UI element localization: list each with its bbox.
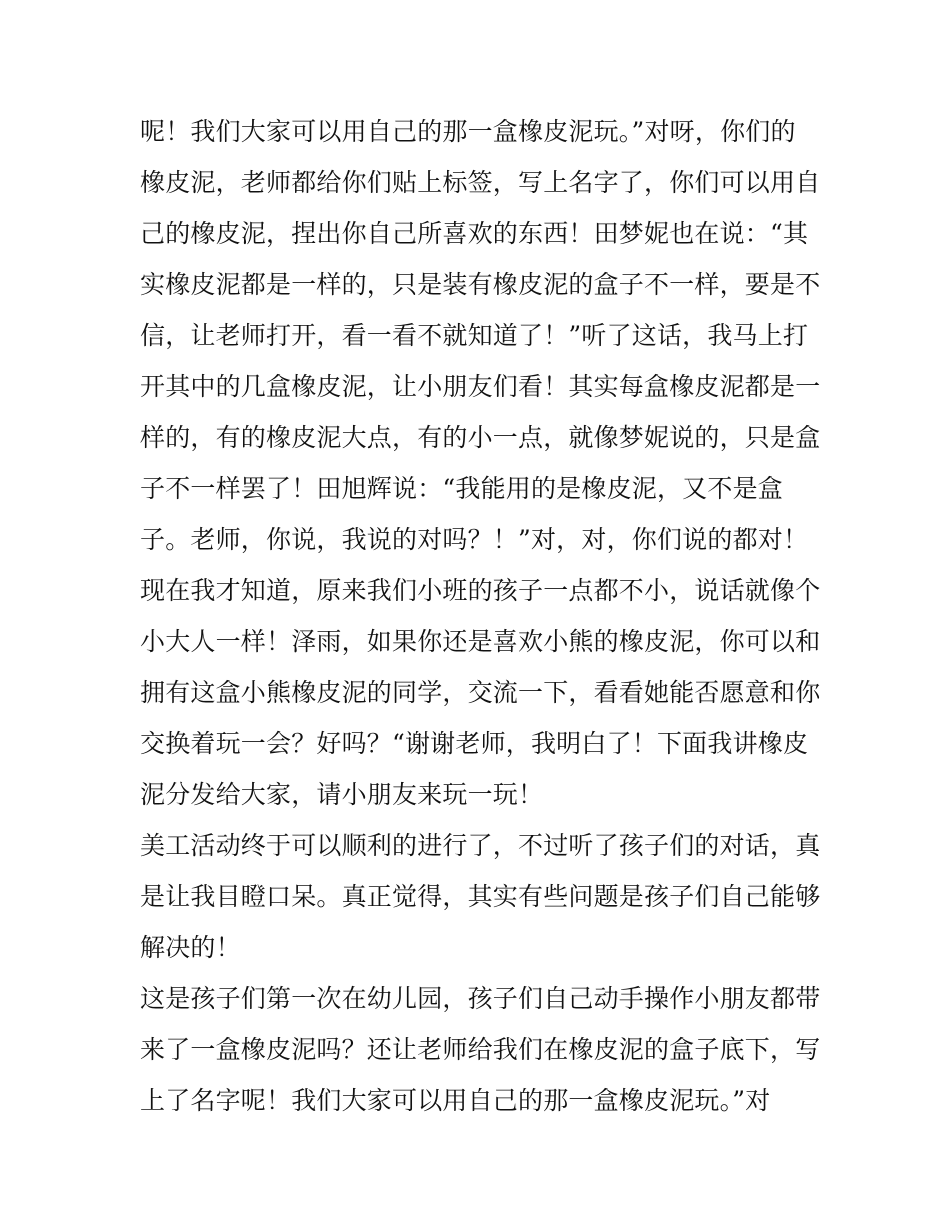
text-line: 样的，有的橡皮泥大点，有的小一点，就像梦妮说的，只是盒 [140, 423, 821, 452]
text-line: 小大人一样！泽雨，如果你还是喜欢小熊的橡皮泥，你可以和 [140, 627, 821, 656]
text-line: 交换着玩一会？好吗？“谢谢老师，我明白了！下面我讲橡皮 [140, 729, 809, 758]
text-line: 拥有这盒小熊橡皮泥的同学，交流一下，看看她能否愿意和你 [140, 678, 821, 707]
text-line: 美工活动终于可以顺利的进行了，不过听了孩子们的对话，真 [140, 831, 821, 860]
text-line: 上了名字呢！我们大家可以用自己的那一盒橡皮泥玩。”对 [140, 1086, 771, 1115]
text-line: 泥分发给大家，请小朋友来玩一玩！ [140, 780, 544, 809]
text-line: 来了一盒橡皮泥吗？还让老师给我们在橡皮泥的盒子底下，写 [140, 1035, 821, 1064]
text-line: 子。老师，你说，我说的对吗？！”对，对，你们说的都对！ [140, 525, 809, 554]
text-line: 是让我目瞪口呆。真正觉得，其实有些问题是孩子们自己能够 [140, 882, 821, 911]
text-line: 子不一样罢了！田旭辉说：“我能用的是橡皮泥，又不是盒 [140, 474, 783, 503]
text-line: 现在我才知道，原来我们小班的孩子一点都不小，说话就像个 [140, 576, 821, 605]
body-text [140, 106, 830, 1126]
text-line: 实橡皮泥都是一样的，只是装有橡皮泥的盒子不一样，要是不 [140, 270, 821, 299]
text-line: 呢！我们大家可以用自己的那一盒橡皮泥玩。”对呀，你们的 [140, 117, 796, 146]
text-line: 这是孩子们第一次在幼儿园，孩子们自己动手操作小朋友都带 [140, 984, 821, 1013]
text-line: 解决的！ [140, 933, 241, 962]
text-line: 橡皮泥，老师都给你们贴上标签，写上名字了，你们可以用自 [140, 168, 821, 197]
text-line: 开其中的几盒橡皮泥，让小朋友们看！其实每盒橡皮泥都是一 [140, 372, 821, 401]
text-line: 信，让老师打开，看一看不就知道了！”听了这话，我马上打 [140, 321, 809, 350]
text-line: 己的橡皮泥，捏出你自己所喜欢的东西！田梦妮也在说：“其 [140, 219, 809, 248]
